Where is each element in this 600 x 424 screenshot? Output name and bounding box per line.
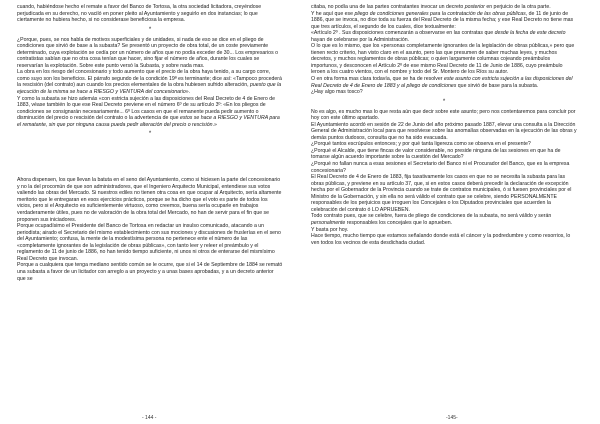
- right-para-1c: «Artículo 2º . Sus disposiciones comenzarán a observarse en las contratas que desde la fecha de este decreto hayan de celebrarse por la Administración.: [311, 30, 566, 43]
- page-number-left: - 144 -: [142, 415, 157, 421]
- right-para-1e: O en otra forma mas clara todavía, que se ha de resolver este asunto con estricta sujeción a las disposiciones del Real Decreto de 4 de Enero de 1883 y al pliego de condiciones que sirvió de base para la subasta.: [311, 76, 573, 89]
- right-para-3: El Ayuntamiento acordó en sesión de 22 de Junio del año próximo pasado 1887, elevar una consulta a la Dirección General de Administración local para que resolviese sobre las anomalías observadas en la ejecución de las obras y demás puntos dudosos, consulta que no ha sido evacuada.: [311, 121, 577, 141]
- left-para-2a: ¿Porque, pues, se nos habla de motivos superficiales y de unidades, si nada de eso se dice en el pliego de condiciones que sirvió de base a la subasta? Se presentó un proyecto de obra total, de un coste previamente determinado, cuya explotación se cedía por un número de años que no podía exceder de 30... Los empresarios o contratistas sabían que no otra cosa tenían que hacer, sino fijar el número de años, durante los cuales se reservarían la explotación. Sobre este punto versó la Subasta, y sobre nada mas.: [17, 36, 278, 69]
- right-para-1d: O lo que es lo mismo, que los «personas completamente ignorantes de la legislación de obras públicas,» pero que tienen recto criterio, han visto claro en el asunto, pero las que presumen de saber muchas leyes, y muchos decretos, y muchos reglamentos de obras públicas; o quien largamente columnas cojeando preámbulos importunos, y desconocen el Artículo 2º de ese mismo Real Decreto de 11 de Junio de 1886, cuyo preámbulo leroen a los cuatro vientos, con el nombre y todo del Sr. Montero de los Ríos su autor.: [311, 43, 575, 76]
- left-para-3: Ahora dispensen, los que llevan la batuta en el seno del Ayuntamiento, como si hiciesen la parte del concesionario y no la del procomún de que son administradores, que el Ingeniero Arquitecto Municipal, entendiese sus votos valiendo las obras del Mercado. Si nuestros ediles no tienen otra cosa en que ocupar al Arquitecto, sería altamente meritorio que le entregaran en esos ejercicios prácticos, porque se ha dicho que el voto es parte de todos los vicios, pero si el Arquitecto es suficientemente virtuoso, como creemos, buena sería ocuparle en trabajos verdaderamente útiles, pues no de valoración de la obra total del Mercado, no han de servir para el fin que se proponen sus iniciadores.: [17, 177, 282, 223]
- right-para-6: ¿Porqué no fallan nunca a esas sesiones el Secretario del Banco ni el Procurador del Banco, que es la empresa concesionaria?: [311, 161, 570, 174]
- section-separator: *: [442, 98, 446, 105]
- section-separator: *: [148, 131, 152, 138]
- right-para-4: ¿Porqué tantos escrúpulos entonces; y por qué tanta ligereza como se observa en el presente?: [311, 141, 531, 148]
- right-para-8: Y basta por hoy.: [311, 226, 349, 233]
- page-number-right: -145-: [446, 415, 458, 421]
- right-para-7b: Todo contrato pues, que se celebre, fuera de pliego de condiciones de la subasta, no será válido y serán personalmente responsables los concejales que lo aprueben.: [311, 213, 552, 226]
- right-para-1f: ¿Hay algo mas tosco?: [311, 89, 363, 96]
- section-separator: *: [148, 26, 152, 33]
- right-para-1b: Y he aquí que ese pliego de condiciones generales para la contratación de las obras públicas, de 11 de junio de 1886, que se invoca, no dice toda su fuerza del Real Decreto de la misma fecha; y ese Real Decreto no tiene mas que tres artículos, el segundo de los cuales, dice textualmente:: [311, 10, 574, 30]
- left-para-2c: Y como la subasta se hizo además «con estricta sujeción a las disposiciones del Real Decreto de 4 de Enero de 1883, véase también lo que ese Real Decreto previene en el número 6º de su artículo 3º: «En los pliegos de condiciones se consignarán necesariamente... 6º Los casos en que el remanente pueda pedir aumento o disminución del precio o rescisión del contrato o la advertencia de que estos se hace a RIESGO y VENTURA para el rematante, sin que por ninguna causa pueda pedir alteración del precio o rescisión.»: [17, 95, 280, 128]
- right-para-9: Hace tiempo, mucho tiempo que estamos señalando donde está el cáncer y la podredumbre y como resorrios, lo ven todos los vecinos de esta desdichada ciudad.: [311, 233, 571, 246]
- right-para-2: No es algo, es mucho mas lo que resta aún que decir sobre este asunto; pero nos contentaremos para concluir por hoy con este último apartado.: [311, 108, 576, 122]
- left-page-column: [17, 4, 283, 282]
- right-page-column: [311, 4, 577, 246]
- left-para-1: cuando, habiéndose hecho el remate a favor del Banco de Tortosa, la otra sociedad licitadora, creyéndose perjudicada en su derecho, no vaciló en poner pleito al Ayuntamiento y seguirlo en dos instancias; lo que ciertamente no hubiera hecho, si no considerase beneficiosa la empresa.: [17, 4, 262, 24]
- right-para-1a: citaba, no podía una de las partes contratantes invocar un decreto posterior en perjuicio de la otra parte.: [311, 4, 551, 10]
- left-para-5: Porque a cualquiera que tenga mediano sentido común se le ocurre, que si el 14 de Septiembre de 1884 se remató una subasta a favor de un licitador con arreglo a un proyecto y a unas bases aprobadas, y a un decreto anterior que se: [17, 262, 283, 282]
- right-para-5: ¿Porqué el Alcalde, que tiene fincas de valor considerable, no preside ninguna de las sesiones en que ha de tomarse algún acuerdo importante sobre la cuestión del Mercado?: [311, 147, 561, 161]
- right-para-7a: El Real Decreto de 4 de Enero de 1883, fija taxativamente los casos en que no se necesita la subasta para las obras públicas, y previene en su artículo 37, que, si en estos casos deberá precedir la declaración de excepción hecha por el Gobernador de la Provincia cuando se trate de contratos municipales, ó si fuesen provinciales por el Ministro de la Gobernación, y sin ella no será válido el contrato que se celebre, siendo PERSONALMENTE responsables de los perjuicios que irroguen los Concejales o los Diputados provinciales que acuerden la celebración del contrato ó LO APRUEBEN.: [311, 174, 572, 213]
- left-para-2b: La obra en los riesgo del concesionario y todo aumento que el precio de la obra haya tenido, a su cargo corre, como suyo son los beneficios. El párrafo segundo de la condición 19ª es terminante; dice así: «Tampoco procederá la rescisión (del contrato) aun cuando los precios elementales de la obra hubiesen sufrido alteración, puesto que la ejecución de la misma se hace a RIESGO y VENTURA del concesionario».: [17, 69, 282, 96]
- left-para-4: Porque ocupadísimo el Presidente del Banco de Tortosa en redactar un insulso comunicado, atacando a un periodista; airado el Secretario del mismo establecimiento con sus mociones y discusiones de fruslerías en el seno del Ayuntamiento; confusa, la mente de la modestísima persona no pertenece ente el número de las «completamente ignorantes de la legislación de obras públicas», con tanto leer y releer el preámbulo y el reglamento de 11 de junio de 1886, no han tenido tiempo suficiente, ni unos ni otros de enterarse del mismísimo Real Decreto que invocan.: [17, 223, 281, 262]
- blank-space: [17, 141, 283, 177]
